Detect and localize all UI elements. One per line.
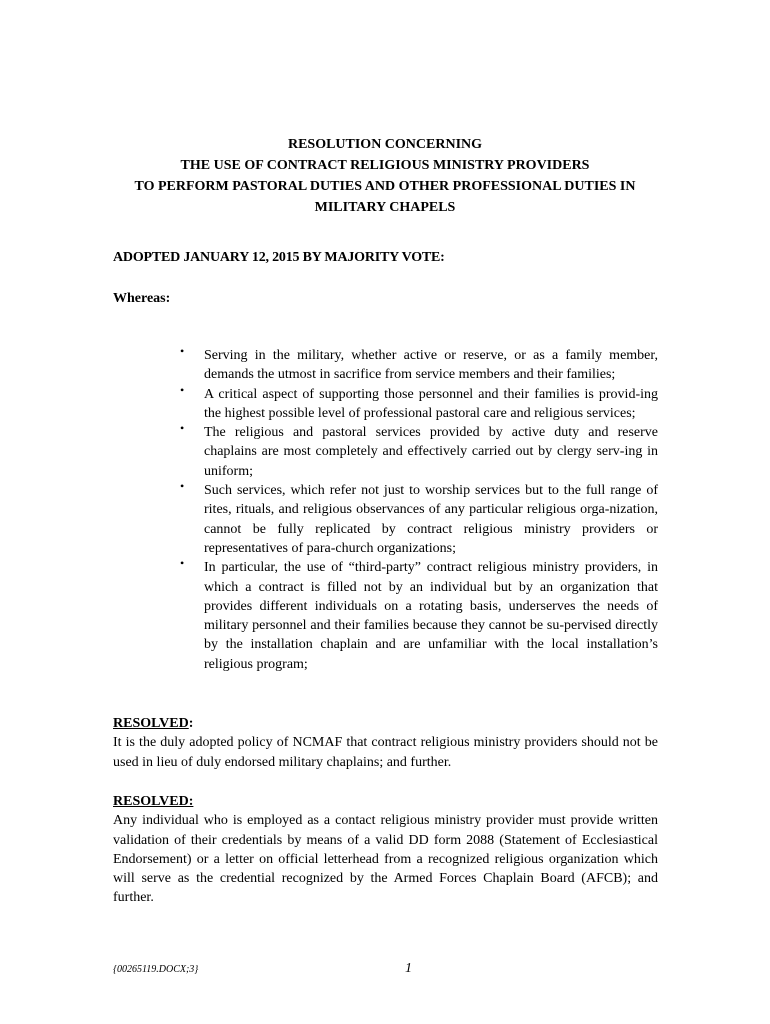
resolved-text-2: Any individual who is employed as a contact religious ministry provider must provide written validation of their credentials by means of a valid DD form 2088 (Statement of Ecclesiastical Endorsement) or a letter on official letterhead from a recognized religious organization which will serve as the credential recognized by the Armed Forces Chaplain Board (AFCB); and further. bbox=[113, 813, 658, 906]
resolved-section-2 bbox=[113, 792, 658, 908]
title-line-3: TO PERFORM PASTORAL DUTIES AND OTHER PROFESSIONAL DUTIES IN bbox=[134, 179, 636, 194]
resolved-heading-1 bbox=[113, 714, 658, 733]
whereas-heading: Whereas: bbox=[113, 291, 171, 306]
list-item bbox=[180, 382, 658, 424]
bullet-icon: • bbox=[180, 344, 185, 358]
footer-page-number: 1 bbox=[405, 961, 412, 976]
title-line-1: RESOLUTION CONCERNING bbox=[287, 137, 483, 152]
list-item bbox=[180, 558, 658, 674]
resolved-heading-2 bbox=[113, 792, 658, 811]
adopted-statement: ADOPTED JANUARY 12, 2015 BY MAJORITY VOTE: bbox=[113, 250, 445, 265]
bullet-icon: • bbox=[180, 421, 185, 436]
title-line-4: MILITARY CHAPELS bbox=[314, 200, 456, 215]
list-item-text: In particular, the use of “third-party” contract religious ministry providers, in which a contract is filled not by an individual but by an organization that provides different individuals on a rotating basis, underserves the needs of military personnel and their families because they cannot be su-pervised directly by the installation chaplain and are unfamiliar with the local installation’s religious program; bbox=[204, 560, 658, 672]
resolved-heading-label: RESOLVED: bbox=[113, 794, 194, 809]
resolved-section-1 bbox=[113, 714, 658, 772]
list-item bbox=[180, 346, 658, 385]
whereas-list bbox=[180, 346, 658, 674]
bullet-icon: • bbox=[180, 382, 185, 397]
list-item-text: Serving in the military, whether active or reserve, or as a family member, demands the utmost in sacrifice from service members and their families; bbox=[204, 348, 658, 383]
list-item bbox=[180, 481, 658, 558]
title-line-2: THE USE OF CONTRACT RELIGIOUS MINISTRY PROVIDERS bbox=[180, 158, 590, 173]
bullet-icon: • bbox=[180, 479, 185, 494]
list-item-text: Such services, which refer not just to worship services but to the full range of rites, rituals, and religious observances of any particular religious orga-nization, cannot be fully replicated by contract religious ministry providers or representatives of para-church organizations; bbox=[204, 483, 658, 556]
list-item bbox=[180, 423, 658, 481]
list-item-text: A critical aspect of supporting those personnel and their families is provid-ing the highest possible level of professional pastoral care and religious services; bbox=[204, 386, 658, 421]
resolved-text-1: It is the duly adopted policy of NCMAF that contract religious ministry providers should not be used in lieu of duly endorsed military chaplains; and further. bbox=[113, 735, 658, 770]
list-item-text: The religious and pastoral services provided by active duty and reserve chaplains are most completely and effectively carried out by clergy serv-ing in uniform; bbox=[204, 425, 658, 479]
bullet-icon: • bbox=[180, 556, 185, 571]
resolved-heading-colon: : bbox=[188, 716, 194, 731]
document-title bbox=[100, 134, 670, 218]
footer-doc-code: {00265119.DOCX;3} bbox=[113, 964, 199, 975]
resolved-heading-label: RESOLVED bbox=[113, 716, 189, 731]
